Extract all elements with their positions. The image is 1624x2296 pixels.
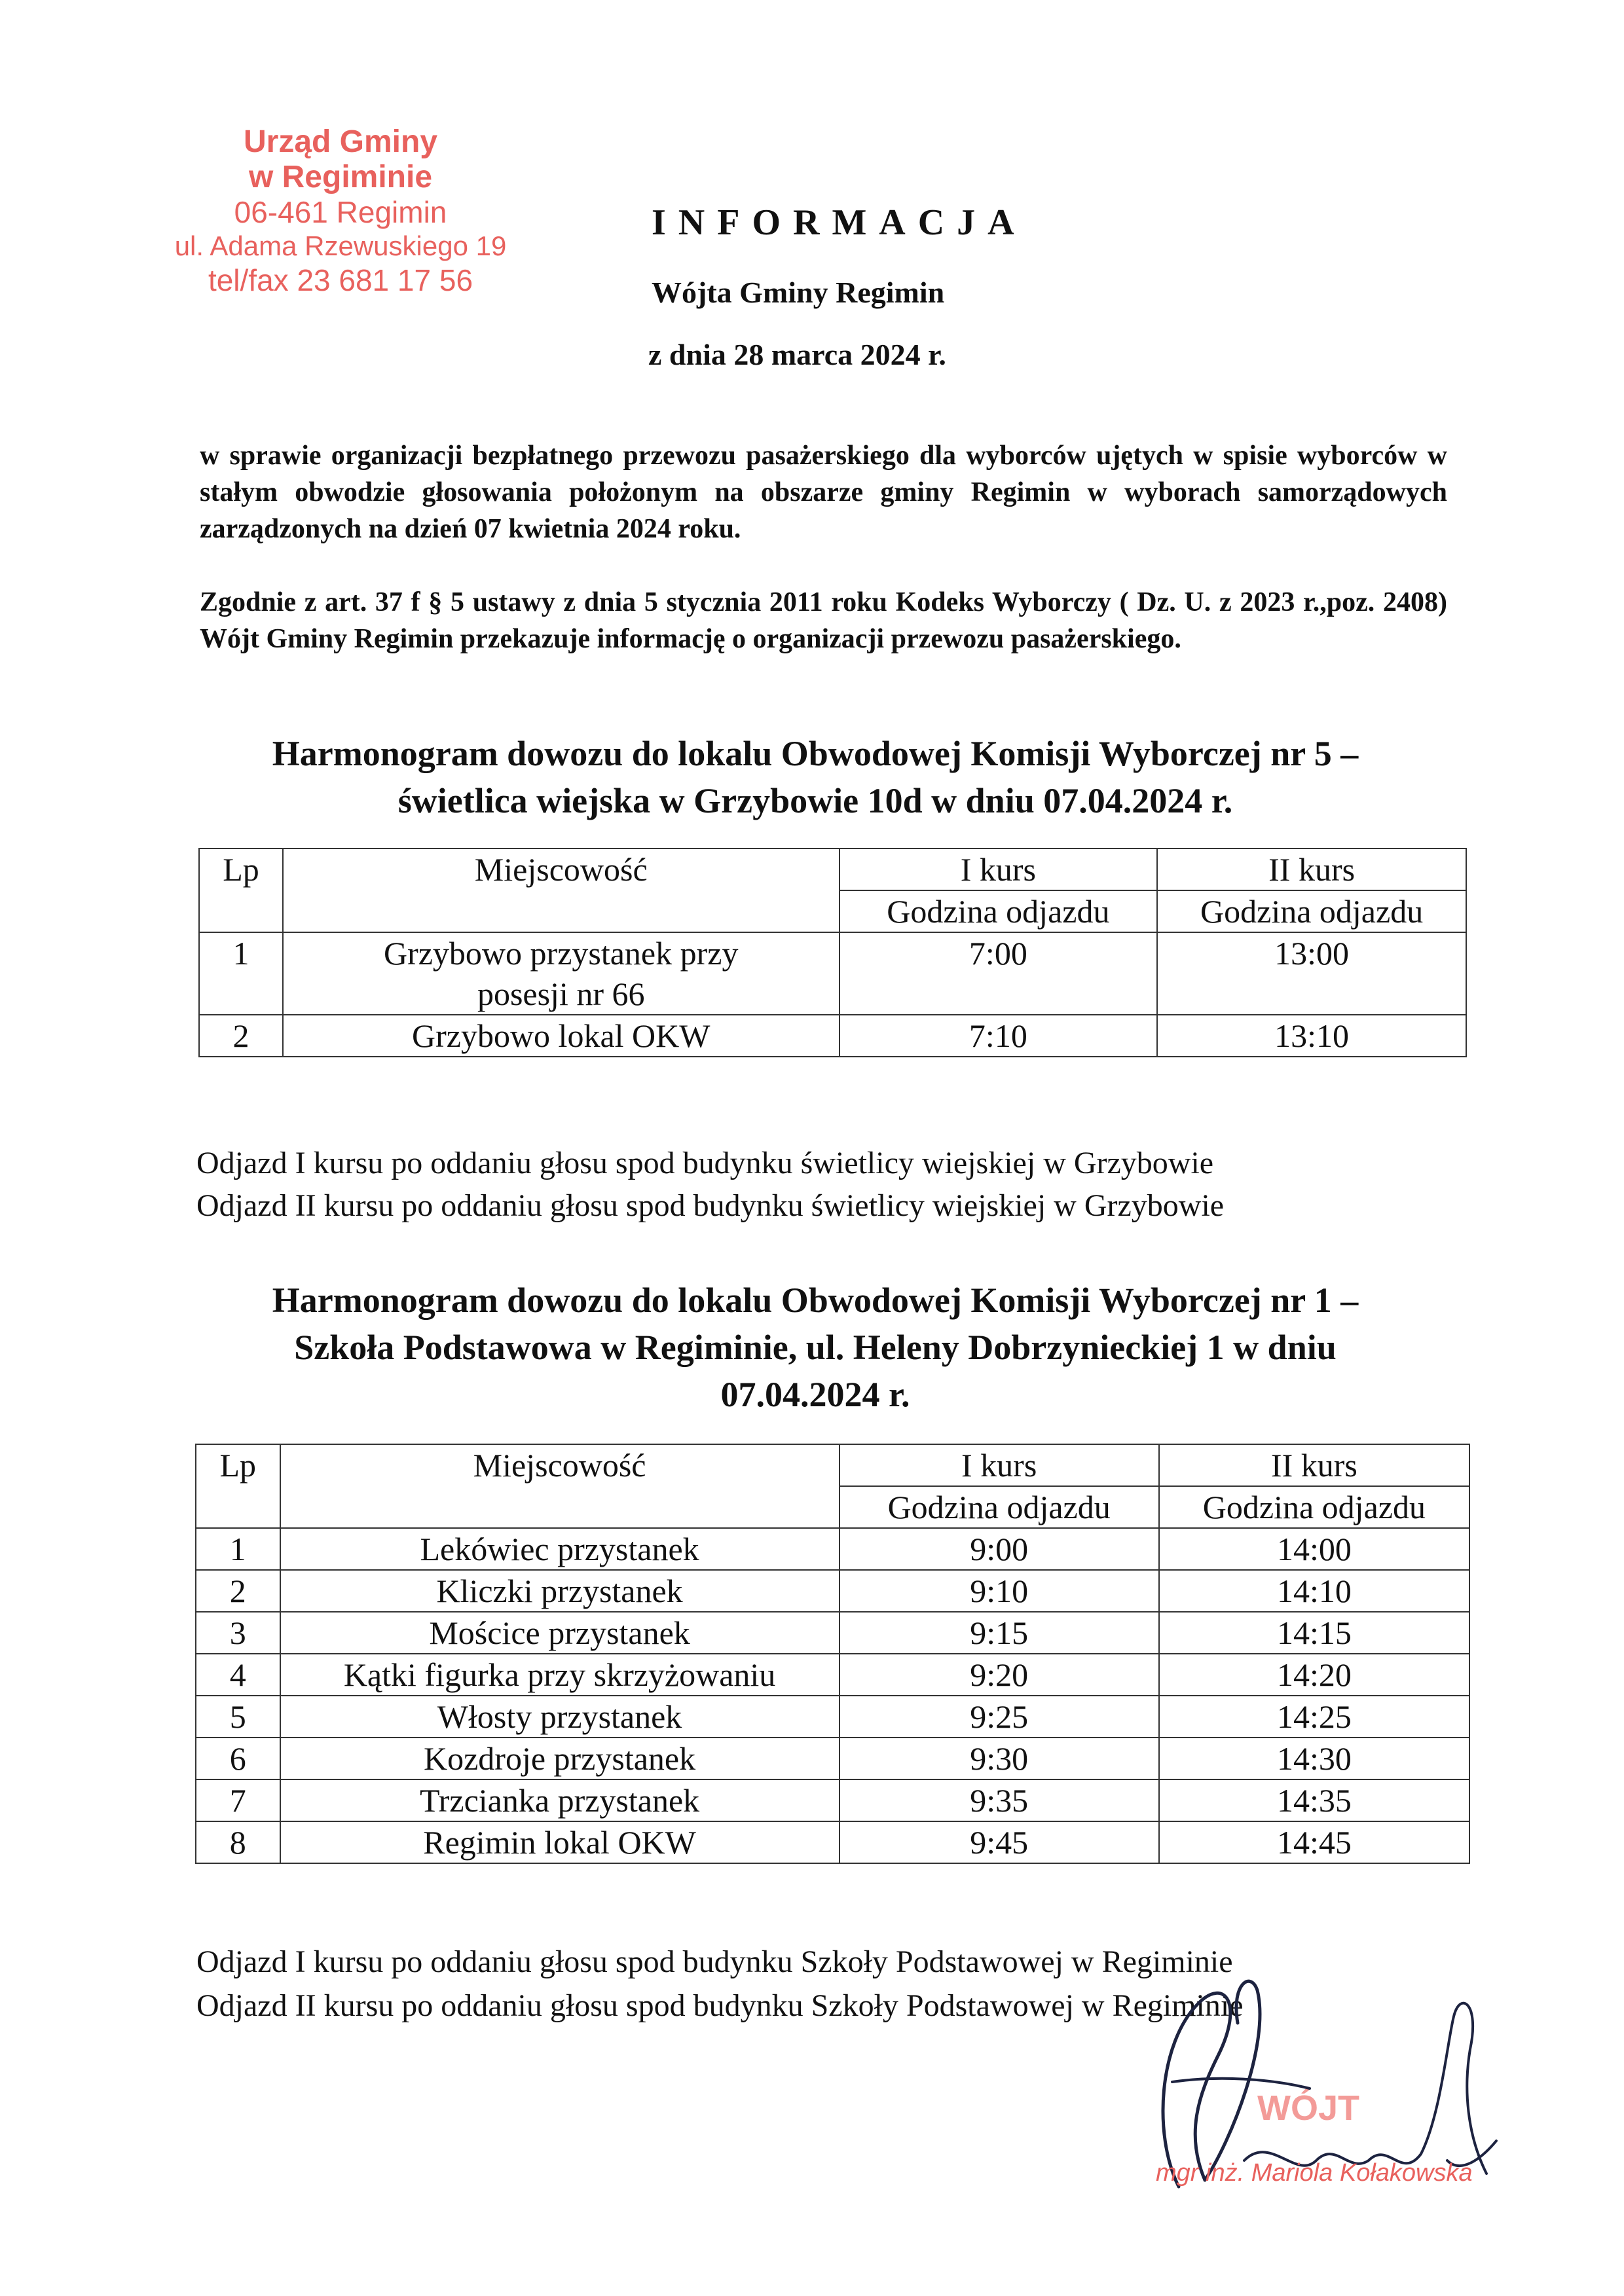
cell-lp: 2 xyxy=(196,1570,280,1612)
stamp-street: ul. Adama Rzewuskiego 19 xyxy=(174,230,507,261)
cell-course1: 9:20 xyxy=(840,1654,1159,1696)
table-row xyxy=(196,1696,1469,1738)
cell-course1: 9:15 xyxy=(840,1612,1159,1654)
cell-place: Trzcianka przystanek xyxy=(280,1779,840,1821)
table-header-row xyxy=(199,848,1466,890)
schedule1-note-course1: Odjazd I kursu po oddaniu głosu spod budynku świetlicy wiejskiej w Grzybowie xyxy=(196,1146,1214,1180)
header-lp: Lp xyxy=(199,848,283,932)
header-course2: II kurs xyxy=(1159,1444,1469,1486)
header-course1: I kurs xyxy=(840,1444,1159,1486)
signature-stamp-title: WÓJT xyxy=(1257,2088,1359,2128)
cell-lp: 2 xyxy=(199,1015,283,1057)
cell-place: Kątki figurka przy skrzyżowaniu xyxy=(280,1654,840,1696)
cell-course1: 7:10 xyxy=(840,1015,1158,1057)
table-row xyxy=(196,1570,1469,1612)
stamp-office-name: Urząd Gminy xyxy=(243,124,438,159)
cell-course1: 9:35 xyxy=(840,1779,1159,1821)
cell-course2: 14:15 xyxy=(1159,1612,1469,1654)
document-issuer: Wójta Gminy Regimin xyxy=(652,276,945,309)
cell-course2: 14:45 xyxy=(1159,1821,1469,1863)
cell-course1: 9:10 xyxy=(840,1570,1159,1612)
schedule2-heading xyxy=(164,1277,1467,1418)
cell-course1: 9:00 xyxy=(840,1528,1159,1570)
header-departure: Godzina odjazdu xyxy=(840,1486,1159,1528)
header-lp: Lp xyxy=(196,1444,280,1528)
legal-basis-paragraph: Zgodnie z art. 37 f § 5 ustawy z dnia 5 stycznia 2011 roku Kodeks Wyborczy ( Dz. U. z 2023 r.,poz. 2408) Wójt Gminy Regimin przekazuje informację o organizacji przewozu pasażerskiego. xyxy=(200,587,1447,654)
table-row xyxy=(196,1654,1469,1696)
table-row xyxy=(199,1015,1466,1057)
office-stamp xyxy=(131,124,550,297)
schedule2-heading-line: Szkoła Podstawowa w Regiminie, ul. Heleny Dobrzynieckiej 1 w dniu xyxy=(294,1328,1337,1367)
cell-course2: 14:00 xyxy=(1159,1528,1469,1570)
table-row xyxy=(196,1738,1469,1779)
table-row xyxy=(196,1821,1469,1863)
stamp-postal: 06-461 Regimin xyxy=(234,195,447,229)
table-row xyxy=(199,932,1466,1015)
cell-course2: 14:35 xyxy=(1159,1779,1469,1821)
header-course1: I kurs xyxy=(840,848,1158,890)
cell-place: Kliczki przystanek xyxy=(280,1570,840,1612)
cell-lp: 7 xyxy=(196,1779,280,1821)
cell-place: Włosty przystanek xyxy=(280,1696,840,1738)
header-departure: Godzina odjazdu xyxy=(840,890,1158,932)
header-departure: Godzina odjazdu xyxy=(1157,890,1466,932)
schedule1-note-course2: Odjazd II kursu po oddaniu głosu spod budynku świetlicy wiejskiej w Grzybowie xyxy=(196,1188,1225,1223)
cell-place: Grzybowo przystanek przy posesji nr 66 xyxy=(283,932,840,1015)
cell-place: Lekówiec przystanek xyxy=(280,1528,840,1570)
cell-lp: 3 xyxy=(196,1612,280,1654)
signatory-name: mgr inż. Mariola Kołakowska xyxy=(1156,2159,1473,2187)
table-row xyxy=(196,1528,1469,1570)
schedule1-table xyxy=(198,848,1467,1057)
document-date: z dnia 28 marca 2024 r. xyxy=(648,338,946,371)
schedule2-heading-line: 07.04.2024 r. xyxy=(720,1375,910,1414)
cell-place: Kozdroje przystanek xyxy=(280,1738,840,1779)
schedule1-heading xyxy=(164,730,1467,824)
table-row xyxy=(196,1779,1469,1821)
cell-lp: 6 xyxy=(196,1738,280,1779)
table-row xyxy=(196,1612,1469,1654)
document-title: INFORMACJA xyxy=(652,202,1027,243)
cell-course1: 9:45 xyxy=(840,1821,1159,1863)
cell-course2: 14:10 xyxy=(1159,1570,1469,1612)
header-departure: Godzina odjazdu xyxy=(1159,1486,1469,1528)
cell-lp: 4 xyxy=(196,1654,280,1696)
cell-place: Mościce przystanek xyxy=(280,1612,840,1654)
schedule2-table xyxy=(195,1444,1470,1864)
cell-lp: 1 xyxy=(199,932,283,1015)
cell-course1: 9:25 xyxy=(840,1696,1159,1738)
table-header-row xyxy=(196,1444,1469,1486)
cell-course1: 7:00 xyxy=(840,932,1158,1015)
schedule2-note-course1: Odjazd I kursu po oddaniu głosu spod budynku Szkoły Podstawowej w Regiminie xyxy=(196,1944,1233,1979)
schedule1-heading-line: Harmonogram dowozu do lokalu Obwodowej Komisji Wyborczej nr 5 – xyxy=(272,734,1359,773)
cell-course2: 14:25 xyxy=(1159,1696,1469,1738)
header-place: Miejscowość xyxy=(280,1444,840,1528)
cell-course2: 13:10 xyxy=(1157,1015,1466,1057)
schedule2-note-course2: Odjazd II kursu po oddaniu głosu spod budynku Szkoły Podstawowej w Regiminie xyxy=(196,1988,1244,2023)
cell-lp: 1 xyxy=(196,1528,280,1570)
schedule2-heading-line: Harmonogram dowozu do lokalu Obwodowej Komisji Wyborczej nr 1 – xyxy=(272,1281,1359,1320)
cell-course2: 14:20 xyxy=(1159,1654,1469,1696)
cell-place: Grzybowo lokal OKW xyxy=(283,1015,840,1057)
header-course2: II kurs xyxy=(1157,848,1466,890)
cell-place: Regimin lokal OKW xyxy=(280,1821,840,1863)
stamp-office-place: w Regiminie xyxy=(248,160,433,194)
cell-course2: 14:30 xyxy=(1159,1738,1469,1779)
subject-paragraph: w sprawie organizacji bezpłatnego przewozu pasażerskiego dla wyborców ujętych w spisie wyborców w stałym obwodzie głosowania położonym na obszarze gminy Regimin w wyborach samorządowych zarządzonych na dzień 07 kwietnia 2024 roku. xyxy=(200,441,1447,544)
cell-course1: 9:30 xyxy=(840,1738,1159,1779)
header-place: Miejscowość xyxy=(283,848,840,932)
stamp-phone: tel/fax 23 681 17 56 xyxy=(208,263,473,297)
cell-lp: 5 xyxy=(196,1696,280,1738)
cell-lp: 8 xyxy=(196,1821,280,1863)
cell-course2: 13:00 xyxy=(1157,932,1466,1015)
schedule1-heading-line: świetlica wiejska w Grzybowie 10d w dniu 07.04.2024 r. xyxy=(397,781,1233,820)
